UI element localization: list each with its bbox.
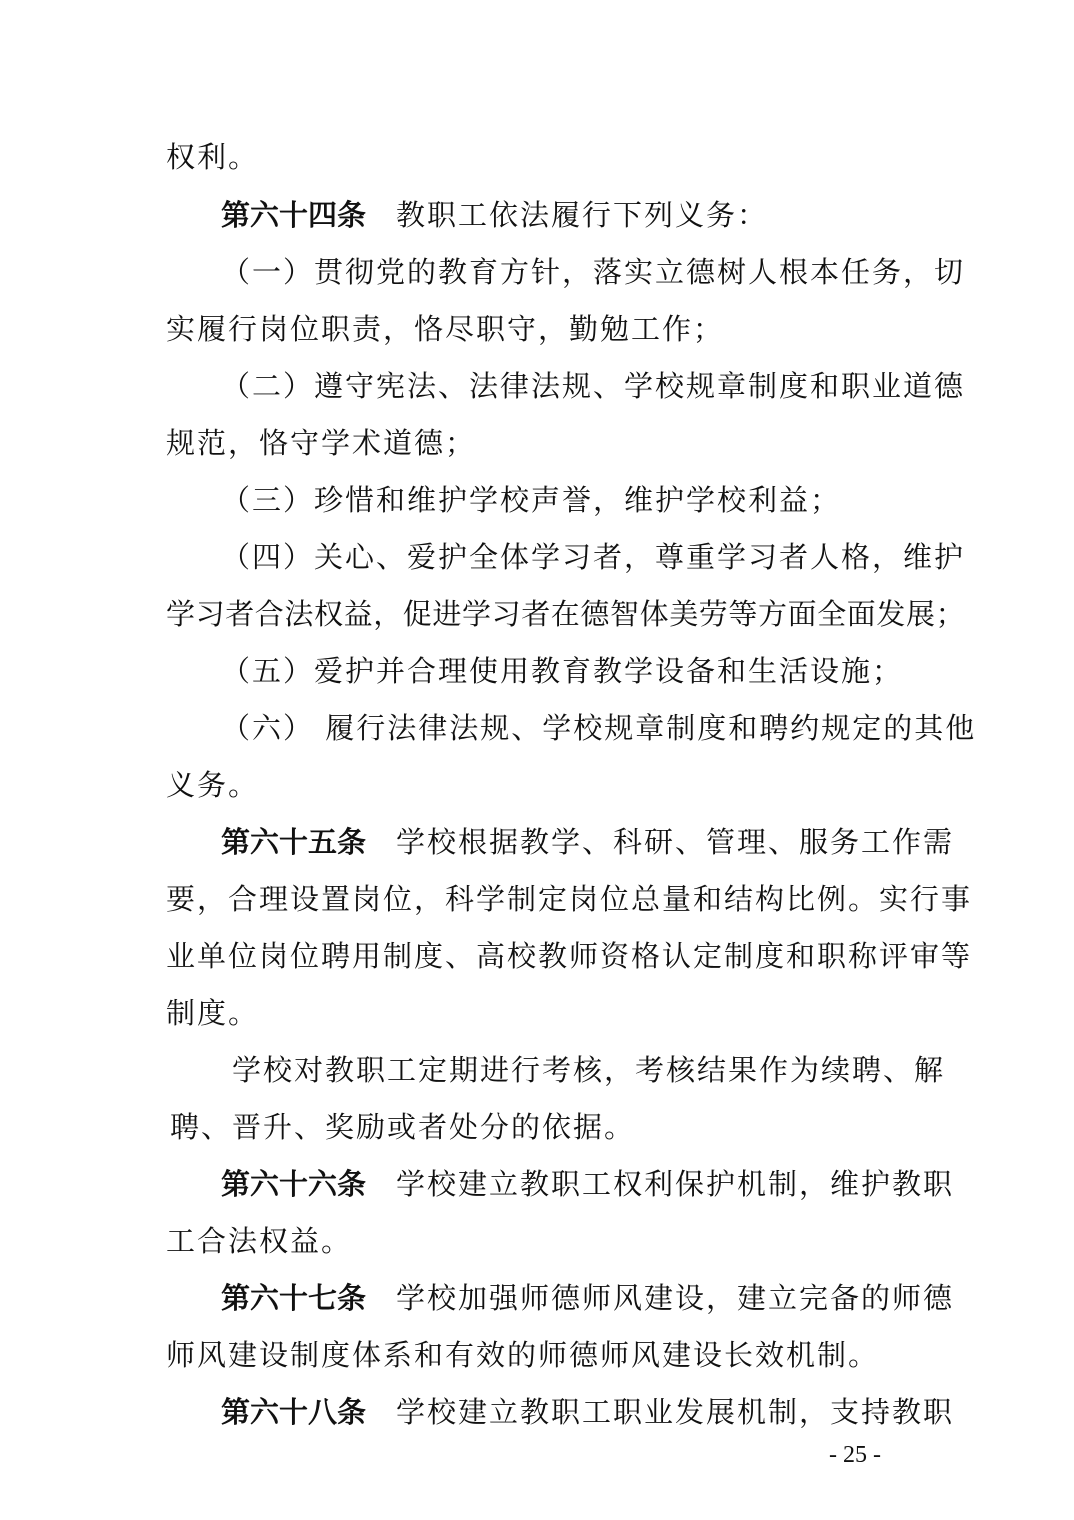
list-item-6: （六） 履行法律法规、学校规章制度和聘约规定的其他 <box>221 711 977 745</box>
list-item-5: （五）爱护并合理使用教育教学设备和生活设施； <box>221 654 904 688</box>
paragraph-line: 权利。 <box>166 140 260 174</box>
article-number: 第六十八条 <box>221 1395 367 1429</box>
article-68-heading-line: 第六十八条 学校建立教职工职业发展机制，支持教职 <box>221 1395 955 1429</box>
paragraph-line: 工合法权益。 <box>166 1224 353 1258</box>
list-item-3: （三）珍惜和维护学校声誉，维护学校利益； <box>221 483 842 517</box>
paragraph-line: 制度。 <box>166 996 260 1030</box>
list-item-2: （二）遵守宪法、法律法规、学校规章制度和职业道德 <box>221 369 966 403</box>
article-64-heading-line: 第六十四条 教职工依法履行下列义务： <box>221 198 769 232</box>
article-67-heading-line: 第六十七条 学校加强师德师风建设，建立完备的师德 <box>221 1281 955 1315</box>
list-item-1: （一）贯彻党的教育方针，落实立德树人根本任务，切 <box>221 255 966 289</box>
paragraph-line: 学习者合法权益，促进学习者在德智体美劳等方面全面发展； <box>166 597 966 631</box>
article-number: 第六十四条 <box>221 198 367 232</box>
paragraph-line: 聘、晋升、奖励或者处分的依据。 <box>170 1110 636 1144</box>
article-66-heading-line: 第六十六条 学校建立教职工权利保护机制，维护教职 <box>221 1167 955 1201</box>
paragraph-line: 义务。 <box>166 768 260 802</box>
paragraph-line: 师风建设制度体系和有效的师德师风建设长效机制。 <box>166 1338 880 1372</box>
paragraph-line: 实履行岗位职责，恪尽职守，勤勉工作； <box>166 312 725 346</box>
paragraph-line: 学校对教职工定期进行考核，考核结果作为续聘、解 <box>232 1053 946 1087</box>
article-number: 第六十五条 <box>221 825 367 859</box>
paragraph-line: 业单位岗位聘用制度、高校教师资格认定制度和职称评审等 <box>166 939 973 973</box>
article-number: 第六十六条 <box>221 1167 367 1201</box>
paragraph-line: 规范，恪守学术道德； <box>166 426 477 460</box>
page-number: - 25 - <box>829 1442 881 1468</box>
list-item-4: （四）关心、爱护全体学习者，尊重学习者人格，维护 <box>221 540 966 574</box>
paragraph-line: 要，合理设置岗位，科学制定岗位总量和结构比例。实行事 <box>166 882 973 916</box>
article-number: 第六十七条 <box>221 1281 367 1315</box>
article-65-heading-line: 第六十五条 学校根据教学、科研、管理、服务工作需 <box>221 825 955 859</box>
